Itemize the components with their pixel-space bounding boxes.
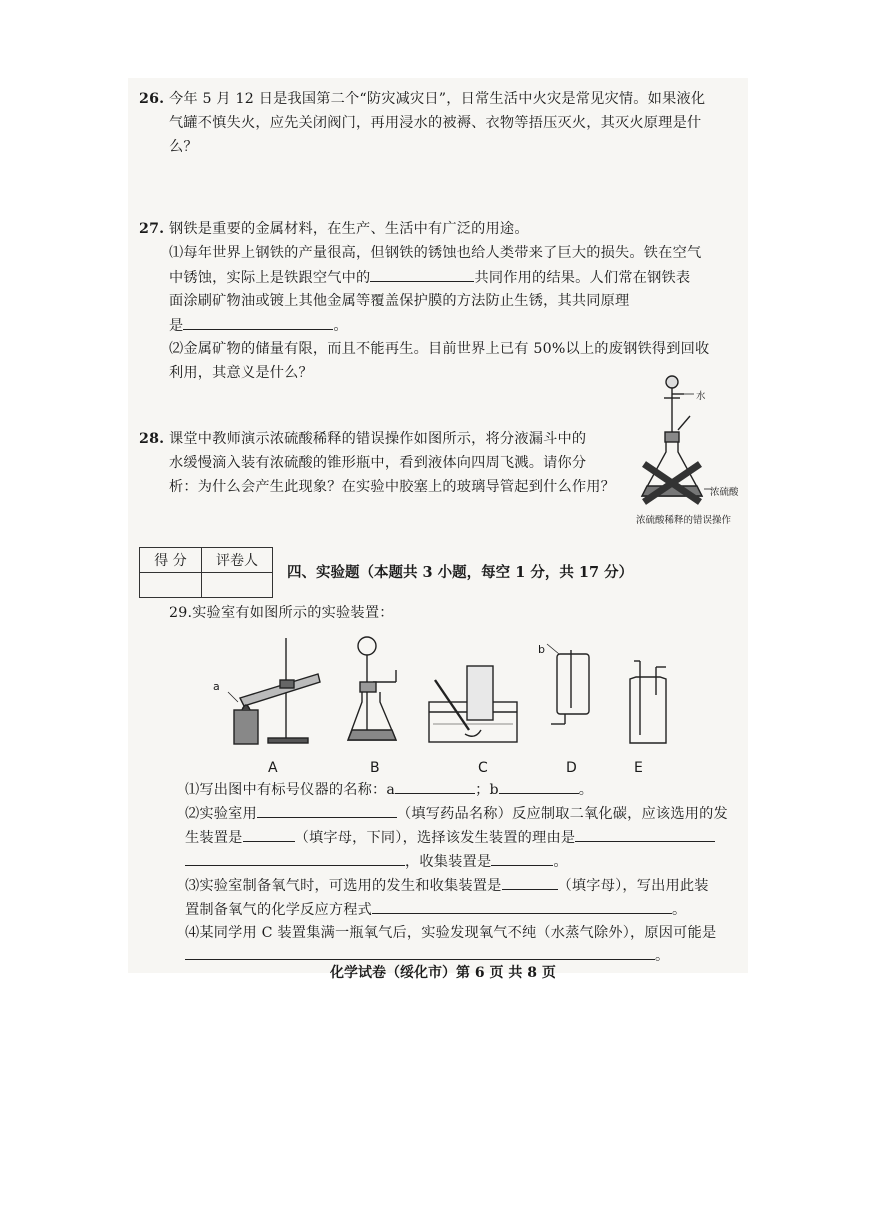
q29-p1: ⑴写出图中有标号仪器的名称：a ；b 。 — [185, 779, 593, 800]
q28-line2: 水缓慢滴入装有浓硫酸的锥形瓶中，看到液体向四周飞溅。请你分 — [169, 455, 587, 471]
score-table — [139, 547, 273, 598]
answer-blank-29-3b[interactable] — [372, 899, 672, 914]
label-water: 水 — [696, 391, 706, 402]
label-acid: 浓硫酸 — [710, 487, 739, 498]
q27-p1-line4: 是 。 — [169, 315, 348, 336]
q28-number: 28. — [139, 431, 165, 447]
grader-header: 评卷人 — [202, 548, 273, 573]
q26-number: 26. — [139, 91, 165, 107]
q27-p2-line1: ⑵金属矿物的储量有限，而且不能再生。目前世界上已有 50%以上的废钢铁得到回收 — [169, 341, 710, 357]
label-B: B — [370, 760, 380, 776]
answer-blank-29-a[interactable] — [395, 779, 475, 794]
section-title: 四、实验题（本题共 3 小题，每空 1 分，共 17 分） — [287, 564, 634, 581]
label-D: D — [566, 760, 577, 776]
q28-line3: 析：为什么会产生此现象？在实验中胶塞上的玻璃导管起到什么作用？ — [169, 479, 616, 495]
q29-p2-line3: ，收集装置是 。 — [185, 851, 568, 872]
answer-blank-29-2d[interactable] — [185, 851, 405, 866]
apparatus-A — [210, 630, 320, 750]
q29-p3-line2: 置制备氧气的化学反应方程式 。 — [185, 899, 686, 920]
answer-blank-29-2c[interactable] — [575, 827, 715, 842]
apparatus-C — [425, 640, 525, 750]
figure-caption: 浓硫酸稀释的错误操作 — [636, 515, 732, 526]
q27-number: 27. — [139, 221, 165, 237]
q29-p2-line1: ⑵实验室用 （填写药品名称）反应制取二氧化碳，应该选用的发 — [185, 803, 728, 824]
answer-blank-27-1[interactable] — [370, 267, 474, 282]
q29-p4-line1: ⑷某同学用 C 装置集满一瓶氧气后，实验发现氧气不纯（水蒸气除外），原因可能是 — [185, 925, 717, 941]
q26-line3: 么？ — [169, 139, 198, 155]
q29-p2-line2: 生装置是 （填字母，下同），选择该发生装置的理由是 — [185, 827, 715, 848]
label-A: A — [268, 760, 278, 776]
q27-p1-line1: ⑴每年世界上钢铁的产量很高，但钢铁的锈蚀也给人类带来了巨大的损失。铁在空气 — [169, 245, 702, 261]
page-footer: 化学试卷（绥化市）第 6 页 共 8 页 — [330, 965, 556, 981]
q26-line2: 气罐不慎失火，应先关闭阀门，再用浸水的被褥、衣物等捂压灭火，其灭火原理是什 — [169, 115, 702, 131]
apparatus-D — [545, 640, 605, 750]
score-header: 得 分 — [140, 548, 202, 573]
label-E: E — [634, 760, 643, 776]
q29-p3-line1: ⑶实验室制备氧气时，可选用的发生和收集装置是 （填字母），写出用此装 — [185, 875, 709, 896]
answer-blank-29-2e[interactable] — [491, 851, 553, 866]
label-C: C — [478, 760, 488, 776]
apparatus-B — [340, 630, 410, 750]
q27-line1: 27. 钢铁是重要的金属材料，在生产、生活中有广泛的用途。 — [139, 221, 529, 237]
answer-blank-29-2b[interactable] — [243, 827, 295, 842]
answer-blank-29-b[interactable] — [499, 779, 579, 794]
mark-b: b — [538, 643, 545, 656]
q26-line1: 26. 今年 5 月 12 日是我国第二个“防灾减灾日”，日常生活中火灾是常见灾情。如果液化 — [139, 91, 706, 107]
q27-p1-line3: 面涂刷矿物油或镀上其他金属等覆盖保护膜的方法防止生锈，其共同原理 — [169, 293, 630, 309]
apparatus-E — [618, 655, 678, 755]
q29-p4-line2: 。 — [185, 945, 669, 966]
q29-intro: 29.实验室有如图所示的实验装置： — [169, 605, 394, 621]
q28-line1: 28. 课堂中教师演示浓硫酸稀释的错误操作如图所示，将分液漏斗中的 — [139, 431, 587, 447]
q27-p2-line2: 利用，其意义是什么？ — [169, 365, 313, 381]
answer-blank-29-4[interactable] — [185, 945, 655, 960]
q27-p1-line2: 中锈蚀，实际上是铁跟空气中的 共同作用的结果。人们常在钢铁表 — [169, 267, 690, 288]
grader-cell[interactable] — [202, 573, 273, 598]
q29-number: 29. — [169, 605, 193, 621]
answer-blank-29-3a[interactable] — [502, 875, 558, 890]
answer-blank-29-2a[interactable] — [257, 803, 397, 818]
mark-a: a — [213, 680, 220, 693]
answer-blank-27-2[interactable] — [183, 315, 333, 330]
score-cell[interactable] — [140, 573, 202, 598]
